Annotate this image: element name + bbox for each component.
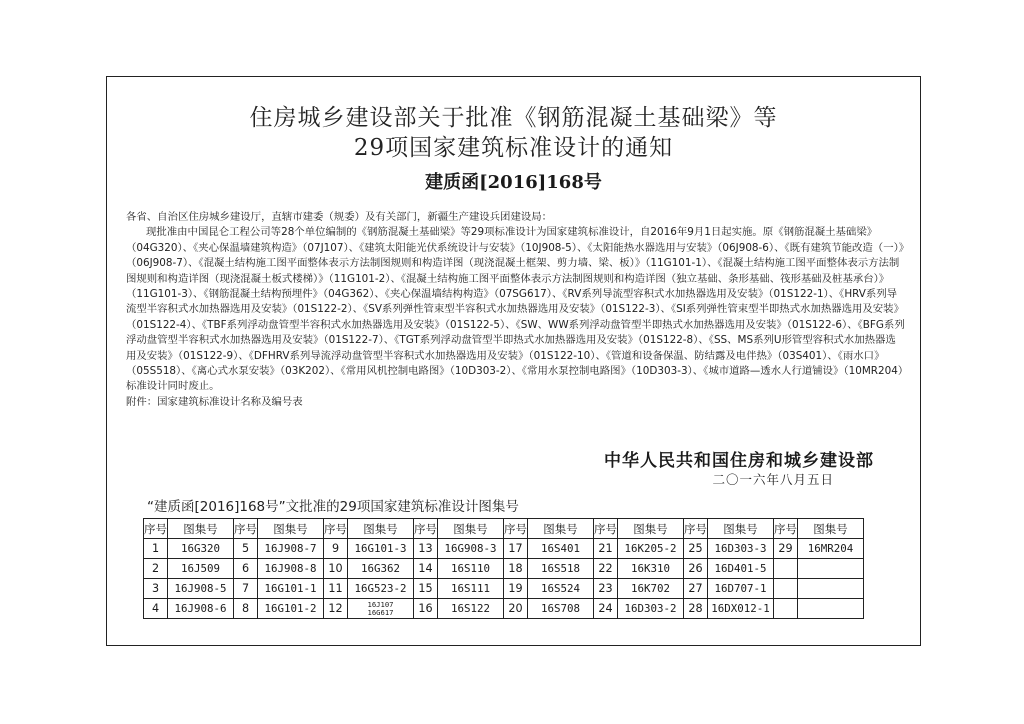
code-cell: 16D707-1 [708,579,774,599]
seq-cell: 22 [594,559,618,579]
code-cell: 16G320 [168,539,234,559]
document-number: 建质函[2016]168号 [425,172,602,193]
code-cell: 16S122 [438,599,504,619]
code-cell: 16S110 [438,559,504,579]
code-cell: 16G362 [348,559,414,579]
seq-cell: 6 [234,559,258,579]
code-cell: 16J908-5 [168,579,234,599]
signer: 中华人民共和国住房和城乡建设部 [604,451,874,471]
code-cell: 16G101-2 [258,599,324,619]
header-code: 图集号 [438,519,504,539]
seq-cell: 21 [594,539,618,559]
salutation: 各省、自治区住房城乡建设厅，直辖市建委（规委）及有关部门，新疆生产建设兵团建设局： [126,211,553,223]
code-cell: 16K310 [618,559,684,579]
code-cell: 16J908-8 [258,559,324,579]
seq-cell: 28 [684,599,708,619]
seq-cell: 7 [234,579,258,599]
header-code: 图集号 [348,519,414,539]
table-body [144,539,864,619]
code-cell: 16MR204 [798,539,864,559]
atlas-number-table [143,518,864,619]
seq-cell: 4 [144,599,168,619]
header-seq: 序号 [594,519,618,539]
seq-cell [774,599,798,619]
header-seq: 序号 [414,519,438,539]
code-cell: 16S708 [528,599,594,619]
code-cell [798,599,864,619]
code-cell: 16G101-1 [258,579,324,599]
seq-cell: 26 [684,559,708,579]
code-cell: 16S111 [438,579,504,599]
seq-cell: 27 [684,579,708,599]
code-cell: 16J509 [168,559,234,579]
code-cell: 16J908-7 [258,539,324,559]
code-cell: 16D303-2 [618,599,684,619]
table-row [144,539,864,559]
code-cell: 16J107 16G617 [348,599,414,619]
title-line-2: 29项国家建筑标准设计的通知 [353,135,674,161]
seq-cell: 11 [324,579,348,599]
header-code: 图集号 [258,519,324,539]
code-cell: 16G908-3 [438,539,504,559]
header-code: 图集号 [528,519,594,539]
seq-cell: 19 [504,579,528,599]
seq-cell: 15 [414,579,438,599]
seq-cell: 23 [594,579,618,599]
seq-cell: 20 [504,599,528,619]
seq-cell: 17 [504,539,528,559]
seq-cell [774,579,798,599]
seq-cell: 29 [774,539,798,559]
table-row [144,579,864,599]
code-cell: 16G523-2 [348,579,414,599]
seq-cell: 24 [594,599,618,619]
table-title: “建质函[2016]168号”文批准的29项国家建筑标准设计图集号 [147,499,519,515]
header-seq: 序号 [774,519,798,539]
header-code: 图集号 [168,519,234,539]
attachment-line: 附件：国家建筑标准设计名称及编号表 [126,395,303,408]
issue-date: 二〇一六年八月五日 [712,472,834,487]
seq-cell: 2 [144,559,168,579]
code-cell: 16D303-3 [708,539,774,559]
seq-cell: 9 [324,539,348,559]
table-row [144,599,864,619]
seq-cell: 10 [324,559,348,579]
code-cell: 16D401-5 [708,559,774,579]
seq-cell: 12 [324,599,348,619]
seq-cell: 13 [414,539,438,559]
seq-cell: 16 [414,599,438,619]
seq-cell [774,559,798,579]
header-seq: 序号 [144,519,168,539]
code-cell: 16S524 [528,579,594,599]
code-cell: 16K702 [618,579,684,599]
code-cell: 16S518 [528,559,594,579]
code-cell: 16DX012-1 [708,599,774,619]
header-code: 图集号 [798,519,864,539]
seq-cell: 14 [414,559,438,579]
code-cell: 16K205-2 [618,539,684,559]
table-row [144,559,864,579]
code-cell: 16S401 [528,539,594,559]
header-seq: 序号 [684,519,708,539]
header-code: 图集号 [618,519,684,539]
code-cell: 16J908-6 [168,599,234,619]
body-paragraph: 现批准由中国昆仑工程公司等28个单位编制的《钢筋混凝土基础梁》等29项标准设计为国家建筑标准设计，自2016年9月1日起实施。原《钢筋混凝土基础梁》（04G320）、《夹心保温墙建筑构造》（07J107）、《建筑太阳能光伏系统设计与安装》（10J908-5）、《太阳能热水器选用与安装》（06J908-6）、《既有建筑节能改造（一）》（06J908-7）、《混凝土结构施工图平面整体表示方法制图规则和构造详图（现浇混凝土框架、剪力墙、梁、板）》（11G101-1）、《混凝土结构施工图平面整体表示方法制图规则和构造详图（现浇混凝土板式楼梯）》（11G101-2）、《混凝土结构施工图平面整体表示方法制图规则和构造详图（独立基础、条形基础、筏形基础及桩基承台）》（11G101-3）、《钢筋混凝土结构预埋件》（04G362）、《夹心保温墙结构构造》（07SG617）、《RV系列导流型容积式水加热器选用及安装》（01S122-1）、《HRV系列导流型半容积式水加热器选用及安装》（01S122-2）、《SV系列弹性管束型半容积式水加热器选用及安装》（01S122-3）、《SI系列弹性管束型半即热式水加热器选用及安装》（01S122-4）、《TBF系列浮动盘管型半容积式水加热器选用及安装》（01S122-5）、《SW、WW系列浮动盘管型半即热式水加热器选用及安装》（01S122-6）、《BFG系列浮动盘管型半容积式水加热器选用及安装》（01S122-7）、《TGT系列浮动盘管型半即热式水加热器选用及安装》（01S122-8）、《SS、MS系列U形管型容积式水加热器选用及安装》（01S122-9）、《DFHRV系列导流浮动盘管型半容积式水加热器选用及安装》（01S122-10）、《管道和设备保温、防结露及电伴热》（03S401）、《雨水口》（05S518）、《离心式水泵安装》（03K202）、《常用风机控制电路图》（10D303-2）、《常用水泵控制电路图》（10D303-3）、《城市道路—透水人行道铺设》（10MR204）标准设计同时废止。 [126,226,905,393]
table-header-row [144,519,864,539]
code-cell: 16G101-3 [348,539,414,559]
code-cell [798,579,864,599]
seq-cell: 8 [234,599,258,619]
header-seq: 序号 [504,519,528,539]
seq-cell: 25 [684,539,708,559]
notice-body [126,210,906,410]
header-seq: 序号 [324,519,348,539]
header-seq: 序号 [234,519,258,539]
header-code: 图集号 [708,519,774,539]
seq-cell: 5 [234,539,258,559]
code-cell [798,559,864,579]
seq-cell: 1 [144,539,168,559]
seq-cell: 3 [144,579,168,599]
title-line-1: 住房城乡建设部关于批准《钢筋混凝土基础梁》等 [249,105,778,131]
seq-cell: 18 [504,559,528,579]
